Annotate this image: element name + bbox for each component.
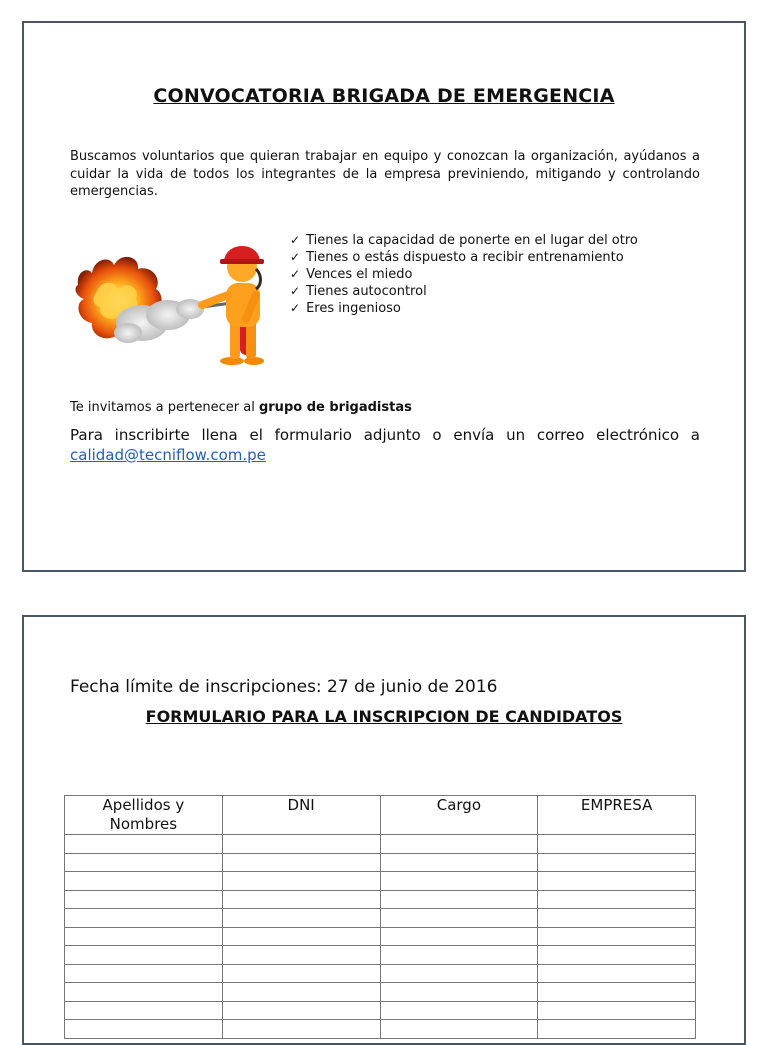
table-row — [65, 909, 696, 928]
table-cell[interactable] — [65, 835, 223, 854]
table-row — [65, 1001, 696, 1020]
table-cell[interactable] — [222, 946, 380, 965]
table-cell[interactable] — [65, 964, 223, 983]
table-cell[interactable] — [538, 927, 696, 946]
table-cell[interactable] — [65, 872, 223, 891]
table-row — [65, 1020, 696, 1039]
list-item: ✓ Eres ingenioso — [290, 300, 638, 317]
deadline-text: Fecha límite de inscripciones: 27 de junio de 2016 — [70, 677, 498, 697]
list-item: ✓ Vences el miedo — [290, 266, 638, 283]
table-cell[interactable] — [222, 853, 380, 872]
registration-table — [64, 795, 696, 1039]
requirements-list — [290, 232, 638, 317]
table-row — [65, 872, 696, 891]
column-header: DNI — [222, 796, 380, 835]
table-cell[interactable] — [65, 909, 223, 928]
column-header: Cargo — [380, 796, 538, 835]
table-row — [65, 927, 696, 946]
table-cell[interactable] — [538, 853, 696, 872]
table-cell[interactable] — [222, 890, 380, 909]
table-cell[interactable] — [222, 1020, 380, 1039]
announcement-card — [22, 21, 746, 572]
table-cell[interactable] — [380, 983, 538, 1002]
invite-bold-text: grupo de brigadistas — [258, 400, 412, 415]
table-cell[interactable] — [380, 1001, 538, 1020]
table-cell[interactable] — [538, 835, 696, 854]
signup-text: Para inscribirte llena el formulario adjunto o envía un correo electrónico a — [70, 426, 700, 444]
table-header-row — [65, 796, 696, 835]
table-cell[interactable] — [65, 983, 223, 1002]
table-row — [65, 983, 696, 1002]
column-header: Apellidos y Nombres — [65, 796, 223, 835]
table-cell[interactable] — [380, 853, 538, 872]
table-cell[interactable] — [222, 835, 380, 854]
list-item: ✓ Tienes o estás dispuesto a recibir entrenamiento — [290, 249, 638, 266]
table-row — [65, 835, 696, 854]
signup-paragraph — [70, 425, 700, 465]
table-cell[interactable] — [65, 927, 223, 946]
table-cell[interactable] — [222, 964, 380, 983]
table-cell[interactable] — [538, 964, 696, 983]
table-cell[interactable] — [380, 1020, 538, 1039]
table-cell[interactable] — [222, 909, 380, 928]
table-cell[interactable] — [538, 1001, 696, 1020]
table-cell[interactable] — [65, 946, 223, 965]
table-cell[interactable] — [538, 983, 696, 1002]
intro-paragraph: Buscamos voluntarios que quieran trabajar en equipo y conozcan la organización, ayúdanos a cuidar la vida de todos los integrantes de la empresa previniendo, mitigando y controlando emergencias. — [70, 149, 700, 199]
email-link[interactable]: calidad@tecniflow.com.pe — [70, 446, 266, 464]
table-cell[interactable] — [538, 1020, 696, 1039]
list-item: ✓ Tienes autocontrol — [290, 283, 638, 300]
table-cell[interactable] — [538, 890, 696, 909]
table-cell[interactable] — [380, 872, 538, 891]
column-header: EMPRESA — [538, 796, 696, 835]
table-cell[interactable] — [65, 1001, 223, 1020]
table-cell[interactable] — [222, 872, 380, 891]
table-cell[interactable] — [538, 946, 696, 965]
figure-icon — [202, 246, 264, 365]
table-cell[interactable] — [380, 964, 538, 983]
table-row — [65, 853, 696, 872]
table-row — [65, 890, 696, 909]
table-row — [65, 946, 696, 965]
form-title: FORMULARIO PARA LA INSCRIPCION DE CANDIDATOS — [145, 707, 623, 726]
table-cell[interactable] — [222, 927, 380, 946]
table-cell[interactable] — [380, 909, 538, 928]
invite-line — [70, 400, 412, 415]
table-cell[interactable] — [380, 927, 538, 946]
table-cell[interactable] — [65, 853, 223, 872]
table-row — [65, 964, 696, 983]
list-item: ✓ Tienes la capacidad de ponerte en el lugar del otro — [290, 232, 638, 249]
table-cell[interactable] — [222, 1001, 380, 1020]
table-cell[interactable] — [538, 909, 696, 928]
table-cell[interactable] — [65, 890, 223, 909]
table-cell[interactable] — [380, 946, 538, 965]
form-card — [22, 615, 746, 1045]
invite-text: Te invitamos a pertenecer al — [70, 400, 259, 415]
table-cell[interactable] — [538, 872, 696, 891]
table-cell[interactable] — [222, 983, 380, 1002]
table-body — [65, 835, 696, 1039]
firefighter-illustration-icon — [70, 223, 266, 371]
table-cell[interactable] — [380, 835, 538, 854]
table-cell[interactable] — [380, 890, 538, 909]
announcement-title: CONVOCATORIA BRIGADA DE EMERGENCIA — [153, 85, 615, 107]
table-cell[interactable] — [65, 1020, 223, 1039]
